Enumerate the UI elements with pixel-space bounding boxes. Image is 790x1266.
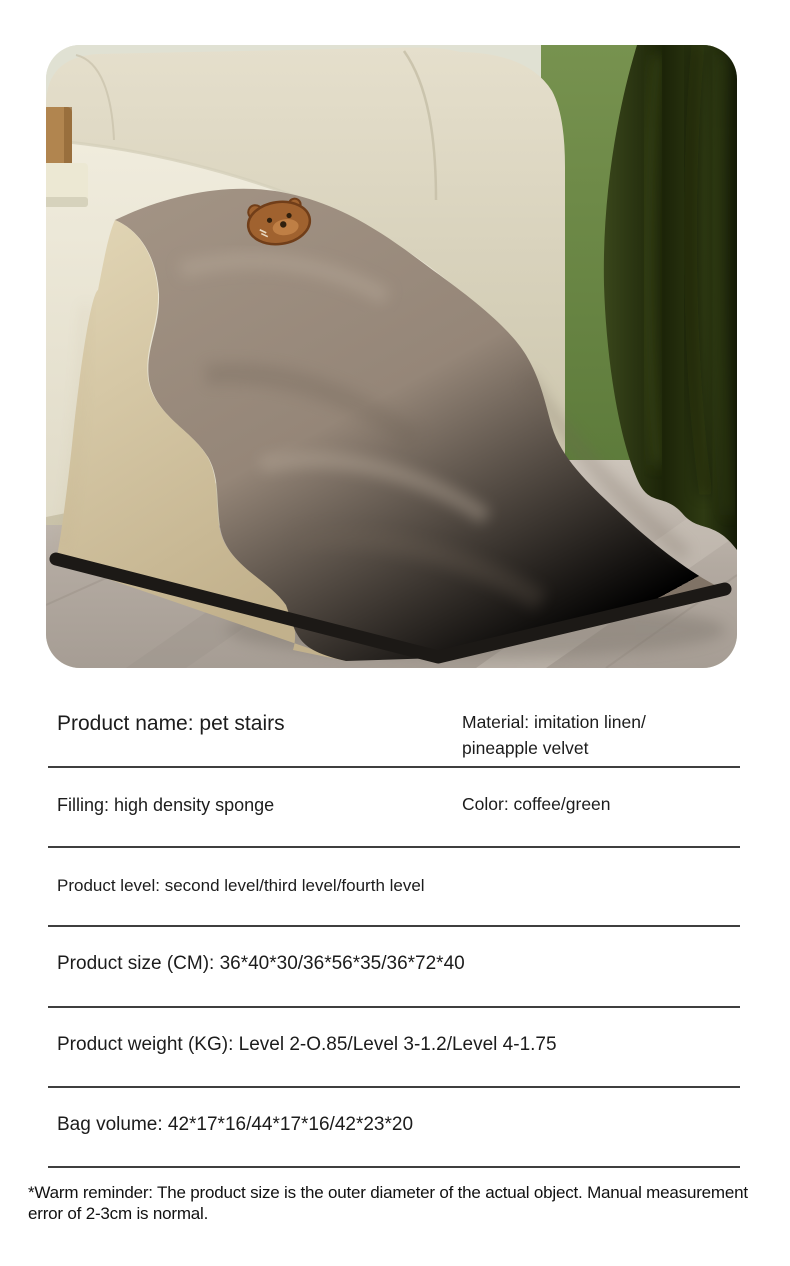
product-photo <box>46 45 737 668</box>
spec-product-weight: Product weight (KG): Level 2-O.85/Level 3-1.2/Level 4-1.75 <box>57 1034 557 1055</box>
spec-product-level: Product level: second level/third level/fourth level <box>57 876 425 895</box>
divider <box>48 846 740 848</box>
divider <box>48 1166 740 1168</box>
divider <box>48 1086 740 1088</box>
spec-product-size: Product size (CM): 36*40*30/36*56*35/36*72*40 <box>57 953 465 974</box>
warm-reminder-note: *Warm reminder: The product size is the outer diameter of the actual object. Manual measurement error of 2-3cm is normal. <box>28 1183 748 1223</box>
product-photo-scene <box>46 45 737 668</box>
spec-bag-volume: Bag volume: 42*17*16/44*17*16/42*23*20 <box>57 1114 414 1135</box>
spec-product-name: Product name: pet stairs <box>57 712 285 735</box>
divider <box>48 1006 740 1008</box>
spec-material <box>462 709 712 761</box>
spec-color: Color: coffee/green <box>462 794 611 814</box>
spec-material-line2: pineapple velvet <box>462 738 589 758</box>
spec-filling: Filling: high density sponge <box>57 795 275 815</box>
divider <box>48 766 740 768</box>
divider <box>48 925 740 927</box>
spec-material-line1: Material: imitation linen/ <box>462 712 646 732</box>
